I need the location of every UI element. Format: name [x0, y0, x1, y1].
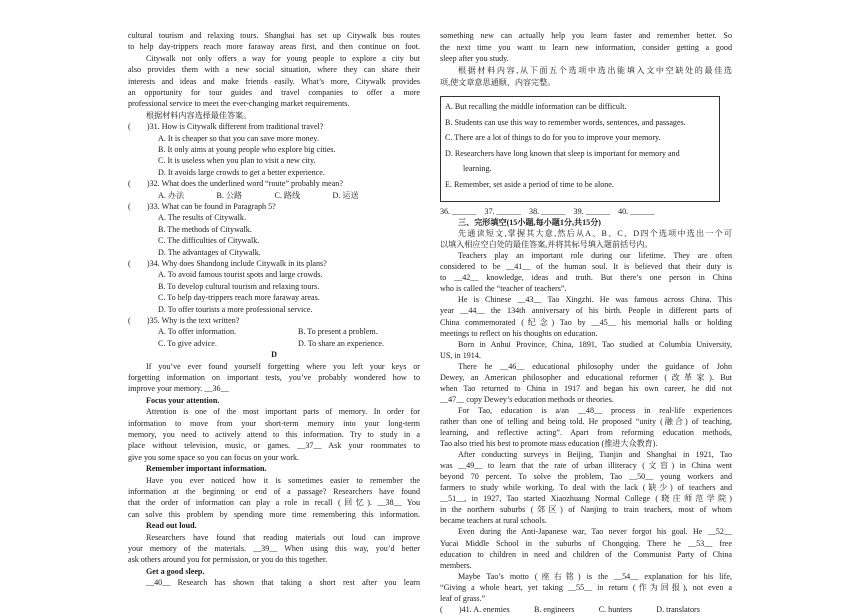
left-line: [128, 121, 420, 133]
left-line: [128, 338, 420, 350]
left-line: [128, 201, 420, 213]
left-line: [128, 144, 420, 156]
left-line: [128, 566, 420, 578]
line-text: 三、完形填空(15小题,每小题1分,共15分): [458, 218, 601, 228]
left-line: [128, 497, 420, 509]
left-line: [128, 76, 420, 88]
left-line: [128, 349, 420, 361]
line-text: ( )32. What does the underlined word “route” probably mean?: [128, 179, 343, 189]
left-line: [128, 463, 420, 475]
right_bottom-line: [440, 604, 732, 616]
line-text: A. To offer information.: [158, 327, 237, 337]
line-text: 根据材料内容,从下面五个选项中选出能填入文中空缺处的最佳选: [458, 66, 732, 76]
line-text: Attention is one of the most important parts of memory. In order for: [146, 407, 420, 417]
line-text: 项,使文章意思通顺、内容完整。: [440, 77, 556, 87]
left-line: [128, 247, 420, 259]
left-line: [128, 133, 420, 145]
line-text-second: B. To present a problem.: [298, 327, 378, 337]
line-text: Researchers have found that reading materials out loud can improve: [146, 532, 420, 542]
left-line: [128, 167, 420, 179]
line-text: ( )35. Why is the text written?: [128, 316, 240, 325]
option-line: A. But recalling the middle information can be difficult.: [445, 102, 627, 111]
line-text: A. It is cheaper so that you can save more money.: [158, 133, 319, 143]
line-text: Focus your attention.: [146, 395, 220, 405]
left-line: [128, 315, 420, 327]
line-text: Teachers play an important role during our lifetime. They are often: [458, 251, 732, 261]
line-text: something new can actually help you learn faster and remember better. So: [440, 31, 732, 40]
left-line: [128, 292, 420, 304]
line-text: farmers to study while working. To deal with the lack (缺少) of teachers and: [440, 483, 732, 493]
line-text: Maybe Tao’s motto (座右铭) is the __54__ explanation for his life,: [458, 571, 732, 581]
line-text: information at the beginning or end of a passage? Researchers have found: [128, 487, 420, 496]
left-line: [128, 452, 420, 464]
line-text: forgetting information on important tests, you’ve probably wondered how to: [128, 373, 420, 382]
option-line: D. Researchers have long known that sleep is important for memory and: [445, 148, 680, 158]
line-text: improve your memory. __36__: [128, 384, 229, 394]
line-text: 先通读短文,掌握其大意,然后从A、B、C、D四个选项中选出一个可: [458, 229, 732, 239]
line-text: also provides them with a new social situation, where they can share their: [128, 65, 420, 75]
left-line: [128, 486, 420, 498]
line-text: Remember important information.: [146, 464, 267, 474]
left-line: [128, 577, 420, 589]
line-text: A. The results of Citywalk.: [158, 213, 246, 223]
left-line: [128, 520, 420, 532]
line-text: in the northern suburbs (郊区) of Nanjing to train teachers, most of whom: [440, 505, 732, 515]
line-text: Even during the Anti-Japanese war, Tao never forgot his goal. He __52__: [458, 527, 732, 537]
line-text: Dewey, an American philosopher and educational reformer (改革家). But: [440, 372, 732, 382]
line-text: interests and ideas and make friends easily. What’s more, Citywalk provides: [128, 76, 420, 86]
right_top-line: [440, 65, 732, 77]
line-text: members.: [440, 560, 472, 570]
line-text: meetings to reflect on his thoughts on education.: [440, 328, 598, 338]
line-text: D. It avoids large crowds to get a better experience.: [158, 167, 325, 177]
line-text: B. It only aims at young people who explore big cities.: [158, 145, 336, 154]
left-line: [128, 543, 420, 555]
left-line: [128, 155, 420, 167]
line-text: give you some space so you can focus on your work.: [128, 452, 300, 462]
line-text: D. To offer tourists a more professional service.: [158, 304, 313, 314]
line-text: Get a good sleep.: [146, 566, 205, 576]
line-text: sleep after you study.: [440, 54, 509, 64]
line-text: Have you ever noticed how it is sometimes easier to remember the: [146, 475, 420, 485]
left-line: [128, 361, 420, 373]
line-text: leaf of grass.”: [440, 593, 486, 603]
line-text: B. The methods of Citywalk.: [158, 224, 252, 234]
line-text: when Tao returned to China in 1917 and began his own career, he did not: [440, 383, 732, 393]
left-line: [128, 304, 420, 316]
left-line: [128, 98, 420, 110]
line-text: B. To develop cultural tourism and relaxing tours.: [158, 281, 320, 291]
right_top-line: [440, 53, 732, 65]
right_top-line: [440, 77, 732, 89]
line-text: If you’ve ever found yourself forgetting where you left your keys or: [146, 361, 420, 371]
line-text-second: D. To share an experience.: [298, 338, 385, 348]
line-text: There he __46__ educational philosophy under the guidance of John: [458, 361, 732, 371]
left-line: [128, 64, 420, 76]
left-line: [128, 110, 420, 122]
left-line: [128, 475, 420, 487]
line-text: China commemorated (纪念) Tao by __45__ his memorial halls or holding: [440, 317, 732, 327]
line-text: considered to be __41__ of the human soul. It is believed that their duty is: [440, 262, 732, 272]
left-line: [128, 281, 420, 293]
line-text: rather than one of telling and being told. He proposed “unity (融合) of teaching,: [440, 416, 732, 426]
line-text: the next time you want to learn new information, consider getting a good: [440, 42, 732, 52]
line-text: ( )33. What can be found in Paragraph 5?: [128, 202, 276, 211]
line-text: US, in 1914.: [440, 350, 481, 360]
line-text: C. To help day-trippers reach more faraway areas.: [158, 293, 320, 303]
line-text: For Tao, education is a/an __48__ process in real-life experiences: [458, 405, 732, 415]
left-line: [128, 190, 420, 202]
line-text: After conducting surveys in Beijing, Tianjin and Shanghai in 1921, Tao: [458, 450, 732, 460]
line-text: Tao also tried his best to promote mass education (推进大众教育).: [440, 439, 658, 449]
option-line: C. There are a lot of things to do for you to improve your memory.: [445, 133, 661, 142]
line-text: memory, you need to actively attend to this information. Try to study in a: [128, 430, 420, 439]
line-text: Born in Anhui Province, China, 1891, Tao studied at Columbia University,: [458, 339, 732, 349]
line-text: can solve this problem by spending more time remembering this information.: [128, 509, 420, 519]
left-line: [128, 383, 420, 395]
left-line: [128, 372, 420, 384]
line-text: information to move from your short-term memory into your long-term: [128, 418, 420, 428]
left-line: [128, 554, 420, 566]
line-text: education to children in need and children of the Communist Party of China: [440, 549, 732, 559]
options-box: [440, 96, 720, 202]
line-text: to help day-trippers reach more faraway areas first, and then continue on foot.: [128, 42, 420, 52]
line-text: 根据材料内容选择最佳答案。: [146, 110, 252, 120]
line-text: beyond 70 percent. To solve the problem, Tao __50__ young workers and: [440, 472, 732, 482]
right_top-line: [440, 42, 732, 54]
left-line: [128, 258, 420, 270]
line-text: ( )31. How is Citywalk different from traditional travel?: [128, 122, 324, 132]
line-text: C. It is useless when you plan to visit a new city.: [158, 156, 316, 166]
line-text: __51__, in 1927, Tao started Xiaozhuang Normal College (晓庄师范学院): [440, 494, 732, 504]
line-text: D. The advantages of Citywalk.: [158, 247, 261, 257]
line-text: __47__ copy Dewey’s education methods or theories.: [440, 394, 614, 404]
option-line: E. Remember, set aside a period of time to be alone.: [445, 179, 614, 189]
option-line: B. Students can use this way to remember words, sentences, and passages.: [445, 117, 686, 127]
line-text: Citywalk not only offers a way for young people to explore a city but: [146, 53, 420, 63]
line-text: C. To give advice.: [158, 338, 217, 348]
line-text: who is called the “teacher of teachers”.: [440, 284, 567, 294]
line-text: to __42__ knowledge, ideas and truth. But there’s one person in China: [440, 273, 732, 283]
line-text: an opportunity for tour guides and travel companies to offer a more: [128, 88, 420, 97]
left-line: [128, 532, 420, 544]
left-line: [128, 87, 420, 99]
left-line: [128, 440, 420, 452]
line-text: ( )34. Why does Shandong include Citywalk in its plans?: [128, 259, 327, 268]
left-line: [128, 41, 420, 53]
line-text: that the order of information can play a role in recall (回忆). __38__ You: [128, 498, 420, 508]
line-text: “Giving a whole heart, yet taking __55__ in return (作为回报), not even a: [440, 582, 732, 592]
line-text: cultural tourism and relaxing tours. Shanghai has set up Citywalk bus routes: [128, 31, 420, 40]
line-text: He is Chinese __43__ Tao Xingzhi. He was famous across China. This: [458, 295, 732, 305]
left-line: [128, 509, 420, 521]
left-line: [128, 406, 420, 418]
line-text: A. 办法 B. 公路 C. 路线 D. 运送: [158, 190, 359, 200]
left-line: [128, 30, 420, 42]
line-text: was __49__ to learn that the rate of urban illiteracy (文盲) in China went: [440, 461, 732, 471]
left-line: [128, 269, 420, 281]
left-line: [128, 429, 420, 441]
line-text: your memory of the materials. __39__ When using this way, you’d better: [128, 544, 420, 553]
left-line: [128, 418, 420, 430]
line-text: place without television, music, or games. __37__ Ask your roommates to: [128, 441, 420, 451]
right_top-line: [440, 30, 732, 42]
line-text: 36. ______ 37. ______ 38. ______ 39. ______ 40. ______: [440, 207, 655, 216]
line-text: D: [271, 350, 277, 360]
left-line: [128, 178, 420, 190]
option-line: learning.: [463, 164, 492, 173]
line-text: __40__ Research has shown that taking a short rest after you learn: [146, 578, 420, 588]
left-line: [128, 224, 420, 236]
line-text: year __44__ the 134th anniversary of his birth. People in different parts of: [440, 306, 732, 316]
line-text: became teachers at rural schools.: [440, 516, 547, 526]
line-text: C. The difficulties of Citywalk.: [158, 236, 260, 246]
left-line: [128, 395, 420, 407]
line-text: professional service to meet the ever-changing market requirements.: [128, 99, 350, 109]
line-text: learning, and reflective acting”. Apart from reforming education methods,: [440, 428, 732, 437]
line-text: ( )41. A. enemies B. engineers C. hunters D. translators: [440, 604, 700, 614]
line-text: 以填入相应空白处的最佳答案,并将其标号填入题前括号内。: [440, 240, 653, 250]
line-text: A. To avoid famous tourist spots and large crowds.: [158, 270, 323, 280]
left-line: [128, 53, 420, 65]
left-line: [128, 326, 420, 338]
line-text: Yucai Middle School in the suburbs of Chongqing. There he __53__ free: [440, 538, 732, 548]
left-line: [128, 212, 420, 224]
line-text: Read out loud.: [146, 521, 197, 531]
line-text: ask others around you for permission, or you do this together.: [128, 555, 328, 565]
left-line: [128, 235, 420, 247]
